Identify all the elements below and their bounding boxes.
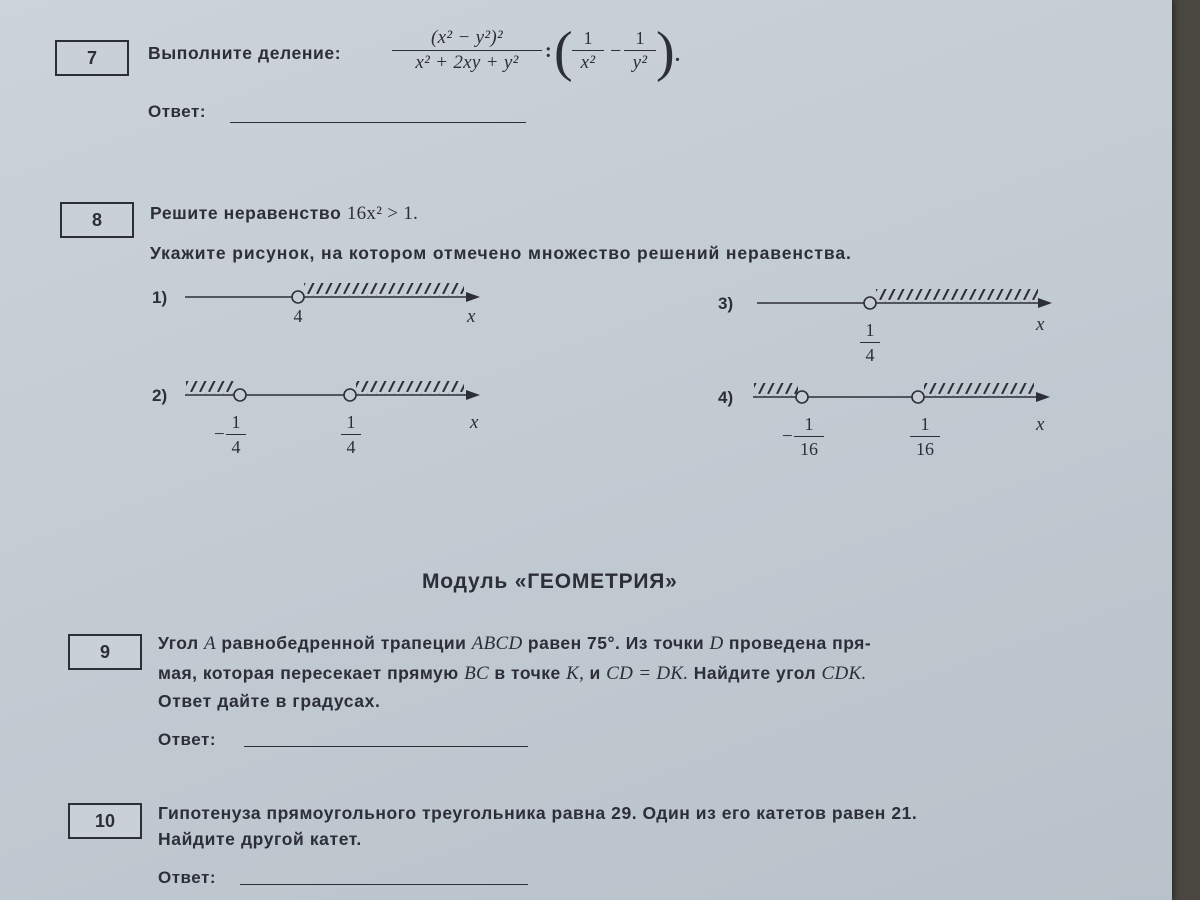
task-9-phrase-4: мая, которая пересекает прямую (158, 663, 459, 683)
task-7-frac1-num: 1 (583, 28, 593, 48)
task-8-number: 8 (91, 209, 102, 230)
option-4-tick-1-num: 1 (804, 414, 814, 434)
task-9-phrase-5: в точке (494, 663, 561, 683)
task-9-number-box (68, 634, 142, 670)
task-10-answer-field[interactable] (240, 884, 528, 885)
option-1-tick-4: 4 (293, 306, 303, 326)
option-2-number-line[interactable] (180, 378, 490, 408)
option-4-tick-1-sign: − (782, 426, 793, 447)
option-3-number-line[interactable] (752, 286, 1062, 316)
task-9-phrase: равнобедренной трапеции (221, 633, 467, 653)
task-7-period: . (675, 44, 680, 66)
task-9-angle-CDK: CDK. (821, 663, 867, 684)
task-7-minus: − (610, 40, 622, 62)
task-7-number: 7 (86, 47, 97, 68)
task-10-line-2: Найдите другой катет. (158, 829, 362, 849)
task-9-and: и (589, 663, 601, 683)
task-7-number-box (55, 40, 129, 76)
task-8-inequality: 16x² > 1. (346, 203, 419, 224)
option-1-axis-x: x (467, 306, 476, 327)
task-7-frac2-den: y² (632, 52, 648, 73)
task-10-number: 10 (94, 810, 116, 831)
task-9-answer-field[interactable] (244, 746, 528, 747)
task-10-answer-label: Ответ: (158, 868, 216, 887)
task-7-left-paren: ( (554, 21, 573, 83)
task-7-colon: : (545, 40, 552, 62)
task-8-line-2: Укажите рисунок, на котором отмечено множество решений неравенства. (150, 243, 852, 263)
task-9-point-K: K, (566, 663, 585, 684)
task-7-numerator: (x² − y²)² (431, 27, 503, 48)
option-4-tick-2-den: 16 (916, 439, 934, 459)
option-2-tick-1-den: 4 (231, 437, 241, 457)
option-3-tick-one-quarter (860, 320, 880, 365)
task-9-phrase-3: проведена пря- (728, 633, 872, 653)
option-4-tick-one-sixteenth (910, 414, 940, 459)
option-3-axis-x: x (1036, 314, 1045, 335)
task-9-angle-A: A (204, 633, 216, 654)
task-10-line-1: Гипотенуза прямоугольного треугольника равна 29. Один из его катетов равен 21. (158, 803, 918, 823)
task-9-phrase-6: Найдите угол (693, 663, 817, 683)
option-3-tick-den: 4 (865, 345, 875, 365)
task-9-trapezoid: ABCD (471, 633, 523, 654)
option-4-number-line[interactable] (748, 380, 1058, 410)
option-2-axis-x: x (470, 412, 479, 433)
task-9-phrase-2: равен 75°. Из точки (527, 633, 705, 653)
option-4-tick-minus-one-sixteenth (794, 414, 824, 459)
task-7-answer-label: Ответ: (148, 102, 206, 121)
option-2-tick-minus-one-quarter (226, 412, 246, 457)
task-7-right-paren: ) (656, 21, 675, 83)
task-7-frac1-den: x² (580, 52, 596, 73)
option-2-tick-one-quarter (341, 412, 361, 457)
task-9-equality: CD = DK. (606, 663, 689, 684)
option-2-label[interactable]: 2) (152, 386, 168, 405)
option-1-number-line[interactable] (180, 280, 490, 310)
task-7-text: Выполните деление: (148, 43, 342, 63)
task-10-number-box (68, 803, 142, 839)
task-9-line-BC: BC (464, 663, 489, 684)
option-2-tick-1-num: 1 (231, 412, 241, 432)
option-4-label[interactable]: 4) (718, 388, 734, 407)
task-7-main-fraction (392, 28, 542, 73)
task-9-point-D: D (709, 633, 724, 654)
task-7-denominator: x² + 2xy + y² (415, 52, 519, 73)
option-4-axis-x: x (1036, 414, 1045, 435)
task-9-line-3: Ответ дайте в градусах. (158, 691, 381, 711)
option-1-label[interactable]: 1) (152, 288, 168, 307)
task-8-line-1-text: Решите неравенство (150, 203, 342, 223)
option-2-tick-2-num: 1 (346, 412, 356, 432)
option-4-tick-2-num: 1 (920, 414, 930, 434)
task-8-line-1 (150, 200, 418, 227)
option-3-tick-num: 1 (865, 320, 875, 340)
option-2-tick-1-sign: − (214, 424, 225, 445)
task-9-answer-label: Ответ: (158, 730, 216, 749)
option-2-tick-2-den: 4 (346, 437, 356, 457)
task-7-fraction-2 (624, 28, 656, 73)
geometry-module-heading: Модуль «ГЕОМЕТРИЯ» (422, 570, 678, 593)
option-4-tick-1-den: 16 (800, 439, 818, 459)
task-7-answer-field[interactable] (230, 122, 526, 123)
task-7-fraction-1 (572, 28, 604, 73)
task-9-line-2 (158, 660, 867, 687)
task-9-line-1 (158, 630, 871, 657)
option-3-label[interactable]: 3) (718, 294, 734, 313)
task-9-word: Угол (158, 633, 199, 653)
task-8-number-box (60, 202, 134, 238)
task-9-number: 9 (99, 641, 110, 662)
task-7-frac2-num: 1 (635, 28, 645, 48)
